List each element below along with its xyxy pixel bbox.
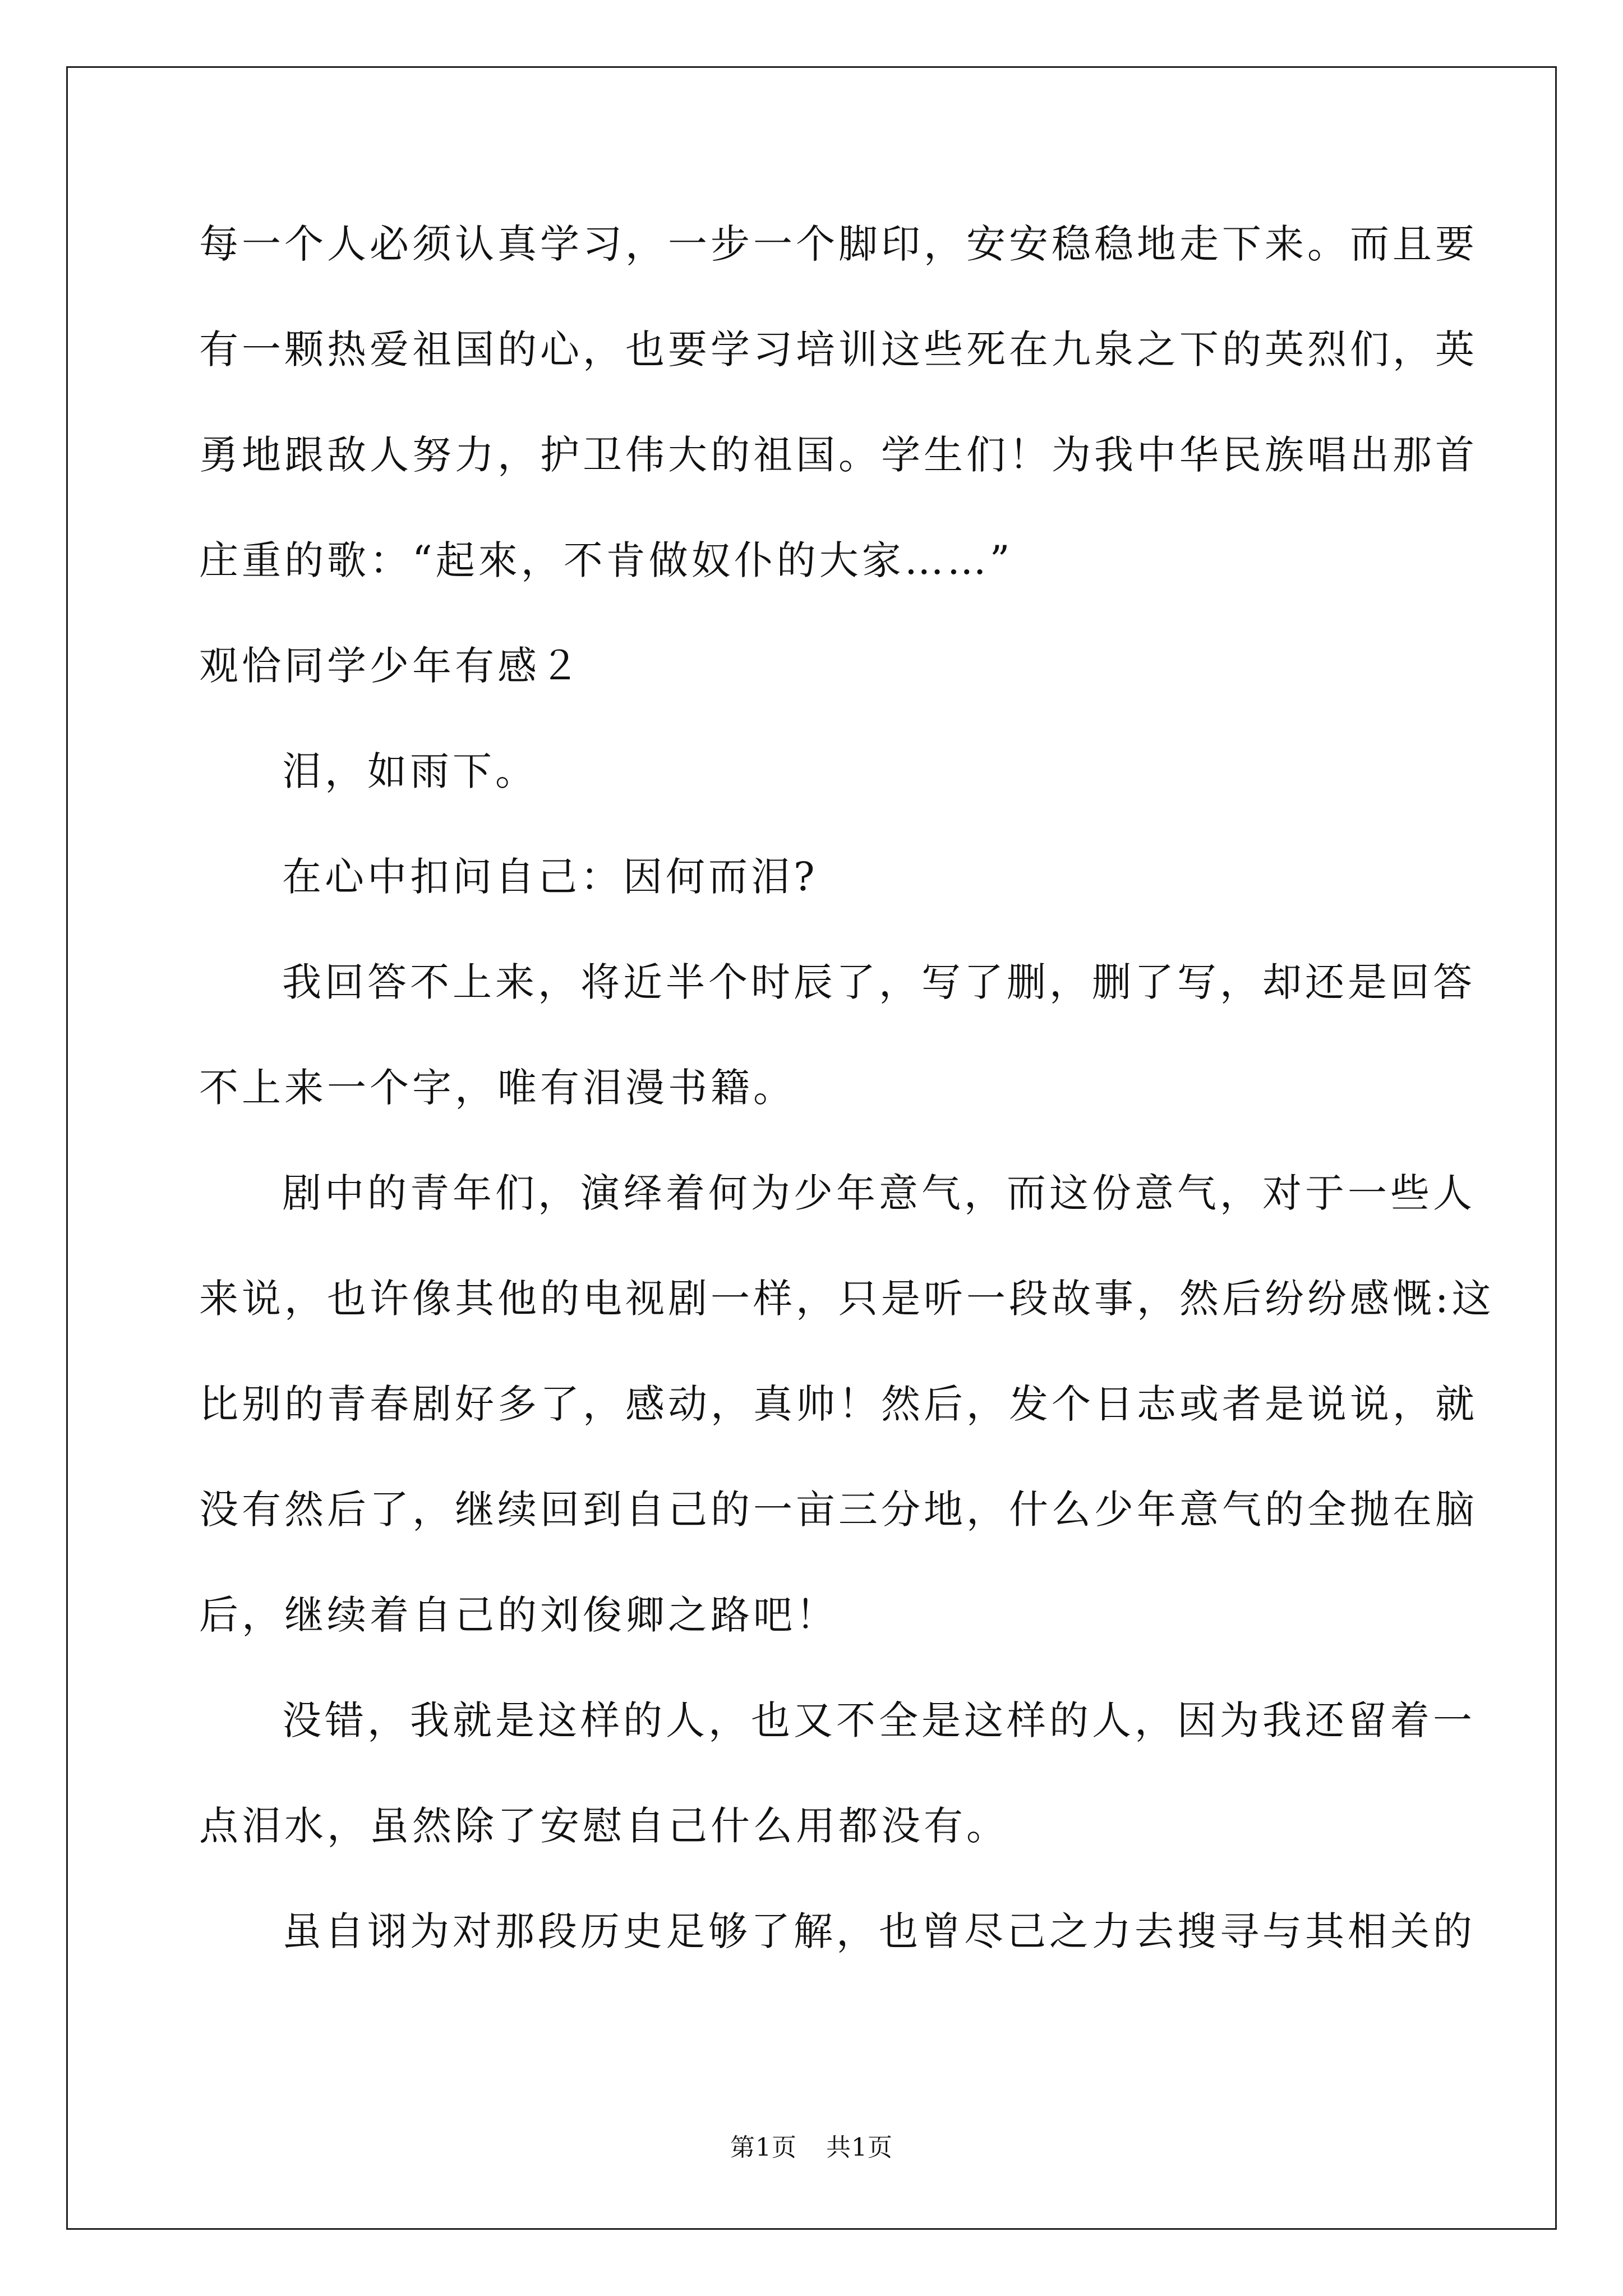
paragraph-line: 虽自诩为对那段历史足够了解，也曾尽己之力去搜寻与其相关的 (282, 1908, 1476, 1954)
paragraph-line: 有一颗热爱祖国的心，也要学习培训这些死在九泉之下的英烈们，英 (199, 326, 1478, 372)
total-pages: 共1页 (826, 2133, 893, 2162)
section-heading: 观恰同学少年有感２ (199, 643, 583, 689)
page-footer (0, 2133, 1623, 2162)
page-border (66, 66, 1557, 2230)
paragraph-line: 我回答不上来，将近半个时辰了，写了删，删了写，却还是回答 (282, 959, 1476, 1005)
paragraph-line: 来说，也许像其他的电视剧一样，只是听一段故事，然后纷纷感慨:这 (199, 1276, 1495, 1322)
paragraph-line: 剧中的青年们，演绎着何为少年意气，而这份意气，对于一些人 (282, 1170, 1476, 1216)
paragraph-line: 没有然后了，继续回到自己的一亩三分地，什么少年意气的全抛在脑 (199, 1487, 1478, 1533)
paragraph-line: 每一个人必须认真学习，一步一个脚印，安安稳稳地走下来。而且要 (199, 221, 1478, 267)
paragraph-line: 点泪水，虽然除了安慰自己什么用都没有。 (199, 1803, 1009, 1849)
paragraph-line: 后，继续着自己的刘俊卿之路吧！ (199, 1592, 838, 1638)
paragraph-line: 不上来一个字，唯有泪漫书籍。 (199, 1065, 796, 1111)
paragraph-line: 在心中扣问自己：因何而泪? (282, 854, 818, 900)
paragraph-line: 泪，如雨下。 (282, 748, 538, 794)
paragraph-line: 比别的青春剧好多了，感动，真帅！然后，发个日志或者是说说，就 (199, 1381, 1478, 1427)
page-number: 第1页 (730, 2133, 797, 2162)
paragraph-line: 勇地跟敌人努力，护卫伟大的祖国。学生们！为我中华民族唱出那首 (199, 432, 1478, 478)
paragraph-line: 没错，我就是这样的人，也又不全是这样的人，因为我还留着一 (282, 1697, 1476, 1743)
paragraph-line: 庄重的歌：“起來，不肯做奴仆的大家……” (199, 537, 1013, 583)
